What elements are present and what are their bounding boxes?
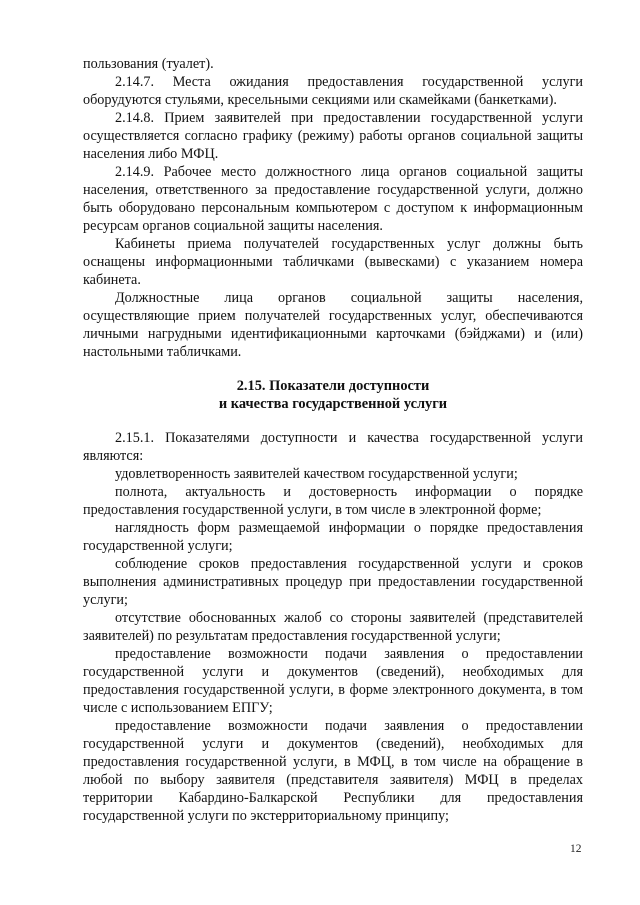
list-item-electronic-submission: предоставление возможности подачи заявления о предоставлении государственной услуги и документов (сведений), необходимых для предоставления государственной услуги, в форме электронного документа, в том числе с использованием ЕПГУ; [83, 646, 583, 716]
section-heading-line2: и качества государственной услуги [218, 396, 448, 412]
list-item-satisfaction: удовлетворенность заявителей качеством государственной услуги; [115, 466, 518, 482]
list-item-clarity: наглядность форм размещаемой информации о порядке предоставления государственной услуги; [83, 520, 583, 554]
section-heading-2-15 [83, 377, 583, 413]
paragraph-toilet-continuation: пользования (туалет). [83, 56, 214, 72]
list-item-completeness: полнота, актуальность и достоверность информации о порядке предоставления государственной услуги, в том числе в электронной форме; [83, 484, 583, 518]
document-body [83, 55, 583, 825]
paragraph-2-14-8: 2.14.8. Прием заявителей при предоставлении государственной услуги осуществляется согласно графику (режиму) работы органов социальной защиты населения либо МФЦ. [83, 110, 583, 162]
paragraph-2-15-1: 2.15.1. Показателями доступности и качества государственной услуги являются: [83, 430, 583, 464]
paragraph-2-14-7: 2.14.7. Места ожидания предоставления государственной услуги оборудуются стульями, кресельными секциями или скамейками (банкетками). [83, 74, 583, 108]
page-number: 12 [570, 843, 582, 855]
paragraphs-before [83, 55, 583, 361]
section-heading-line1: 2.15. Показатели доступности [236, 378, 430, 394]
paragraph-cabinets: Кабинеты приема получателей государственных услуг должны быть оснащены информационными табличками (вывесками) с указанием номера кабинета. [83, 236, 583, 288]
paragraph-2-14-9: 2.14.9. Рабочее место должностного лица органов социальной защиты населения, ответственного за предоставление государственной услуги, должно быть оборудовано персональным компьютером с доступом к информационным ресурсам органов социальной защиты населения. [83, 164, 583, 234]
list-item-no-complaints: отсутствие обоснованных жалоб со стороны заявителей (представителей заявителей) по результатам предоставления государственной услуги; [83, 610, 583, 644]
list-item-deadlines: соблюдение сроков предоставления государственной услуги и сроков выполнения административных процедур при предоставлении государственной услуги; [83, 556, 583, 608]
list-item-mfc-submission: предоставление возможности подачи заявления о предоставлении государственной услуги и документов (сведений), необходимых для предоставления государственной услуги, в МФЦ, в том числе на обращение в любой по выбору заявителя (представителя заявителя) МФЦ в пределах территории Кабардино-Балкарской Республики для предоставления государственной услуги по экстерриториальному принципу; [83, 718, 583, 824]
paragraph-officials-badges: Должностные лица органов социальной защиты населения, осуществляющие прием получателей государственных услуг, обеспечиваются личными нагрудными идентификационными карточками (бэйджами) и (или) настольными табличками. [83, 290, 583, 360]
paragraphs-after [83, 429, 583, 825]
